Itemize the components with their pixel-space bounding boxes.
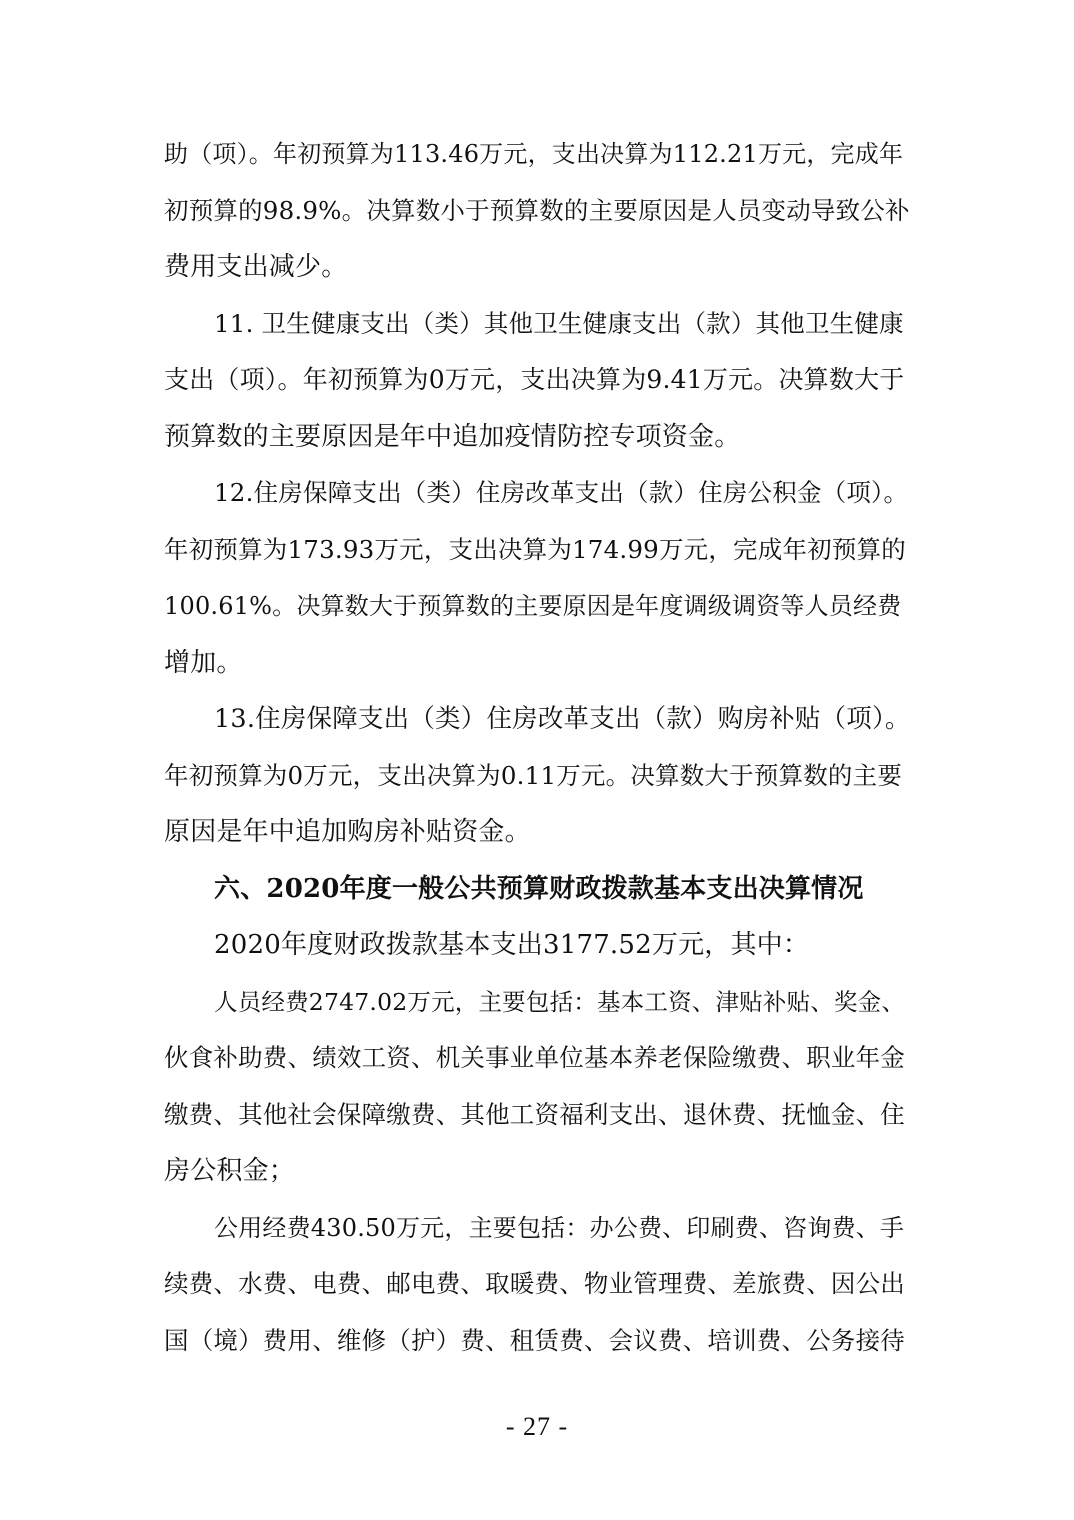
paragraph-item-11 [164,296,914,466]
text-line: 初预算的98.9%。决算数小于预算数的主要原因是人员变动导致公补 [164,195,910,225]
text-line: 人员经费2747.02万元，主要包括：基本工资、津贴补贴、奖金、 [214,987,906,1016]
text-line: 11. 卫生健康支出（类）其他卫生健康支出（款）其他卫生健康 [214,308,904,338]
text-line: 年初预算为0万元，支出决算为0.11万元。决算数大于预算数的主要 [164,760,903,790]
text-line: 房公积金； [164,1156,296,1186]
text-line: 支出（项）。年初预算为0万元，支出决算为9.41万元。决算数大于 [164,365,905,394]
paragraph-basic-expenditure-total [164,917,914,974]
text-line: 13.住房保障支出（类）住房改革支出（款）购房补贴（项）。 [214,704,911,734]
text-line: 缴费、其他社会保障缴费、其他工资福利支出、退休费、抚恤金、住 [164,1099,905,1129]
text-line: 100.61%。决算数大于预算数的主要原因是年度调级调资等人员经费 [164,592,902,620]
paragraph-item-10-continued [164,126,914,296]
text-line: 原因是年中追加购房补贴资金。 [164,817,531,847]
text-line: 续费、水费、电费、邮电费、取暖费、物业管理费、差旅费、因公出 [164,1269,905,1298]
text-line: 公用经费430.50万元，主要包括：办公费、印刷费、咨询费、手 [214,1213,905,1242]
paragraph-item-12 [164,465,914,691]
text-line: 伙食补助费、绩效工资、机关事业单位基本养老保险缴费、职业年金 [164,1043,905,1072]
text-line: 国（境）费用、维修（护）费、租赁费、会议费、培训费、公务接待 [164,1325,905,1355]
text-line: 增加。 [164,647,243,678]
heading-text: 六、2020年度一般公共预算财政拨款基本支出决算情况 [214,873,864,904]
section-heading-6 [164,861,914,918]
text-line: 预算数的主要原因是年中追加疫情防控专项资金。 [164,421,741,452]
page-body [164,126,914,1369]
text-line: 助（项）。年初预算为113.46万元，支出决算为112.21万元，完成年 [164,140,904,168]
text-line: 年初预算为173.93万元，支出决算为174.99万元，完成年初预算的 [164,534,906,564]
paragraph-personnel-expenses [164,974,914,1200]
page-number: - 27 - [505,1412,569,1441]
text-line: 费用支出减少。 [164,252,348,282]
text-line: 2020年度财政拨款基本支出3177.52万元，其中： [214,930,810,960]
text-line: 12.住房保障支出（类）住房改革支出（款）住房公积金（项）。 [214,478,909,507]
paragraph-item-13 [164,691,914,861]
paragraph-public-expenses [164,1200,914,1370]
